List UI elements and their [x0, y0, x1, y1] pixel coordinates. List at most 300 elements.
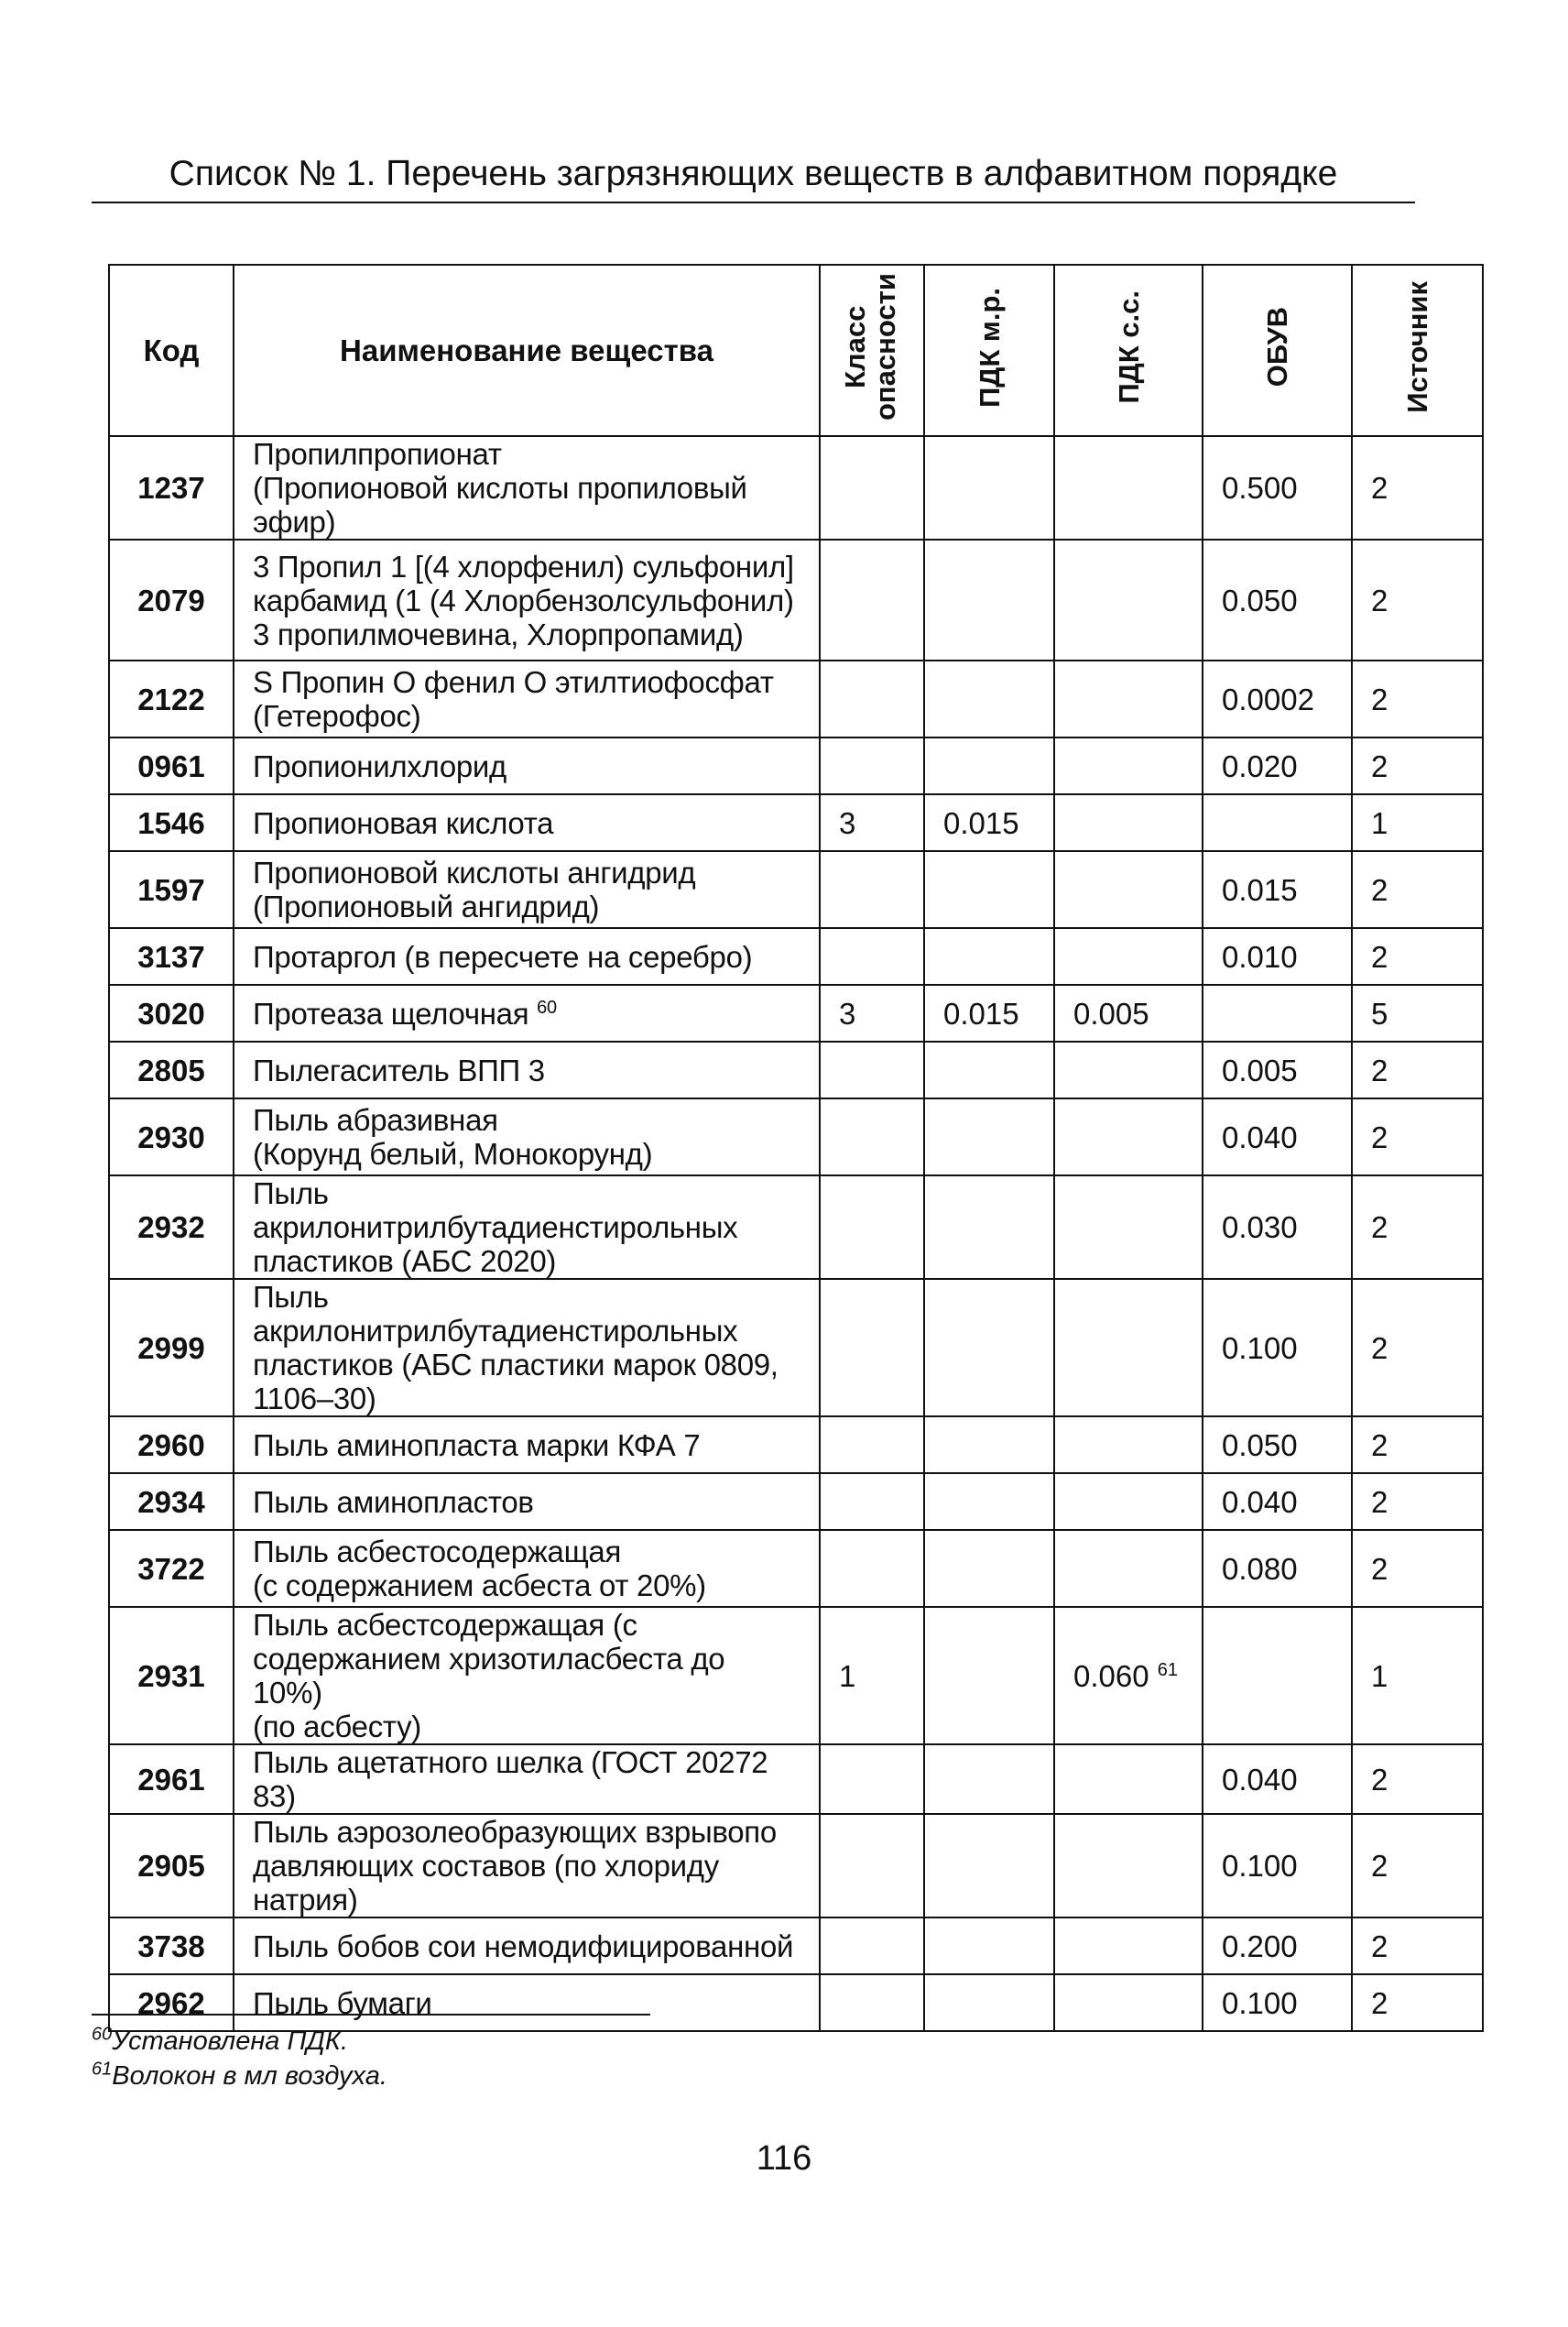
row-pdk-ss	[1054, 1175, 1203, 1279]
row-pdk-ss	[1054, 1042, 1203, 1098]
row-obuv-value: 0.040	[1222, 1484, 1298, 1519]
row-name-line	[253, 471, 800, 539]
row-name-line	[253, 1745, 800, 1813]
row-name-line	[253, 1815, 800, 1849]
row-hazard-class	[820, 1473, 924, 1530]
row-hazard-class	[820, 436, 924, 540]
row-hazard-class	[820, 1744, 924, 1814]
footnote-mark: 60	[92, 2024, 113, 2045]
row-hazard-class	[820, 1530, 924, 1607]
row-name	[234, 737, 820, 794]
row-pdk-mr	[924, 436, 1054, 540]
column-header-obuv	[1203, 265, 1352, 436]
row-source	[1352, 436, 1483, 540]
row-code-value: 2934	[137, 1484, 205, 1519]
row-name-line	[253, 1608, 800, 1642]
row-name-text: Пропионовой кислоты ангидрид	[253, 856, 696, 890]
row-pdk-mr	[924, 1607, 1054, 1744]
row-hazard-class	[820, 1098, 924, 1175]
row-name-text: 3 пропилмочевина, Хлорпропамид)	[253, 617, 744, 651]
row-source-value: 2	[1371, 1551, 1388, 1586]
row-source-value: 1	[1371, 1658, 1388, 1693]
row-pdk-ss	[1054, 928, 1203, 985]
row-name-text: Пыль асбестсодержащая (с	[253, 1608, 637, 1642]
row-code-value: 2932	[137, 1210, 205, 1244]
row-name-line	[253, 437, 800, 471]
row-name-text: карбамид (1 (4 Хлорбензолсульфонил)	[253, 583, 794, 617]
row-source	[1352, 1607, 1483, 1744]
row-code-value: 3722	[137, 1551, 205, 1586]
row-name-line	[253, 806, 800, 840]
row-name-line	[253, 1929, 800, 1963]
row-source-value: 2	[1371, 1484, 1388, 1519]
row-pdk-ss	[1054, 1098, 1203, 1175]
footnote-ref: 60	[537, 997, 557, 1018]
column-header-pdk-ss	[1054, 265, 1203, 436]
table-row	[109, 928, 1483, 985]
row-source	[1352, 1279, 1483, 1416]
row-name-text: Пыль аэрозолеобразующих взрывопо	[253, 1815, 777, 1849]
row-obuv-value: 0.015	[1222, 872, 1298, 907]
table-row	[109, 985, 1483, 1042]
row-pdk-ss	[1054, 985, 1203, 1042]
row-name	[234, 1416, 820, 1473]
row-name-line	[253, 1428, 800, 1462]
row-code	[109, 1917, 234, 1974]
row-obuv	[1203, 1530, 1352, 1607]
row-pdk-mr-value: 0.015	[943, 996, 1019, 1031]
row-name-text: давляющих составов (по хлориду натрия)	[253, 1849, 719, 1917]
row-code	[109, 1974, 234, 2031]
row-obuv-value: 0.100	[1222, 1330, 1298, 1365]
row-obuv	[1203, 794, 1352, 851]
row-hazard-class	[820, 851, 924, 928]
row-code-value: 2905	[137, 1849, 205, 1883]
row-code-value: 1237	[137, 471, 205, 505]
row-source	[1352, 1042, 1483, 1098]
row-source-value: 2	[1371, 471, 1388, 505]
row-name-text: Пропионилхлорид	[253, 748, 507, 783]
row-name-text: (Корунд белый, Монокорунд)	[253, 1137, 653, 1171]
row-name	[234, 1814, 820, 1917]
row-source	[1352, 661, 1483, 737]
row-pdk-mr	[924, 1279, 1054, 1416]
row-source	[1352, 1416, 1483, 1473]
row-name	[234, 985, 820, 1042]
row-name-line	[253, 1103, 800, 1137]
row-pdk-ss	[1054, 1416, 1203, 1473]
row-code-value: 2931	[137, 1658, 205, 1693]
row-obuv	[1203, 436, 1352, 540]
row-obuv-value: 0.030	[1222, 1210, 1298, 1244]
table-row	[109, 851, 1483, 928]
page-header: Список № 1. Перечень загрязняющих веществ в алфавитном порядке	[169, 154, 1338, 193]
row-hazard-class	[820, 1974, 924, 2031]
row-name-text: Пропионовая кислота	[253, 805, 554, 840]
row-obuv	[1203, 1607, 1352, 1744]
row-code-value: 2999	[137, 1330, 205, 1365]
column-header-hazard-class	[820, 265, 924, 436]
row-code	[109, 794, 234, 851]
row-obuv-value: 0.0002	[1222, 682, 1314, 716]
row-pdk-ss	[1054, 1607, 1203, 1744]
row-pdk-ss	[1054, 1814, 1203, 1917]
row-obuv	[1203, 1473, 1352, 1530]
row-name-text: пластиков (АБС пластики марок 0809,	[253, 1348, 779, 1382]
column-header-name: Наименование вещества	[234, 265, 820, 436]
row-pdk-ss	[1054, 1917, 1203, 1974]
row-obuv	[1203, 1175, 1352, 1279]
row-name	[234, 540, 820, 661]
table-row	[109, 737, 1483, 794]
footnote-ref: 61	[1157, 1659, 1179, 1680]
row-name-text: Пропилпропионат	[253, 437, 502, 471]
row-obuv	[1203, 1744, 1352, 1814]
table-row	[109, 1814, 1483, 1917]
row-pdk-mr	[924, 1974, 1054, 2031]
row-code-value: 3137	[137, 939, 205, 974]
row-pdk-mr	[924, 1814, 1054, 1917]
row-name	[234, 1530, 820, 1607]
row-pdk-ss-value: 0.060	[1073, 1658, 1149, 1693]
row-pdk-mr	[924, 1175, 1054, 1279]
column-header-code: Код	[109, 265, 234, 436]
row-name-text: (с содержанием асбеста от 20%)	[253, 1568, 706, 1602]
row-name	[234, 1607, 820, 1744]
row-name-text: (по асбесту)	[253, 1710, 421, 1743]
row-obuv-value: 0.500	[1222, 471, 1298, 505]
row-name-text: Пыль акрилонитрилбутадиенстирольных	[253, 1280, 738, 1348]
table-row	[109, 794, 1483, 851]
row-obuv-value: 0.080	[1222, 1551, 1298, 1586]
row-code-value: 2960	[137, 1427, 205, 1462]
row-name-line	[253, 584, 800, 617]
row-pdk-ss	[1054, 737, 1203, 794]
row-code-value: 1546	[137, 805, 205, 840]
row-obuv	[1203, 1814, 1352, 1917]
row-code	[109, 1530, 234, 1607]
row-name-line	[253, 1382, 800, 1415]
table-row	[109, 1175, 1483, 1279]
row-pdk-ss	[1054, 661, 1203, 737]
row-obuv-value: 0.040	[1222, 1762, 1298, 1797]
row-obuv	[1203, 928, 1352, 985]
row-name-line	[253, 550, 800, 584]
row-source	[1352, 1473, 1483, 1530]
table-row	[109, 1530, 1483, 1607]
row-source	[1352, 1744, 1483, 1814]
row-pdk-mr	[924, 1042, 1054, 1098]
row-hazard-class	[820, 737, 924, 794]
row-code	[109, 1042, 234, 1098]
row-name-text: Пыль акрилонитрилбутадиенстирольных	[253, 1176, 738, 1244]
row-name	[234, 1974, 820, 2031]
table-row	[109, 661, 1483, 737]
row-hazard-class	[820, 794, 924, 851]
row-name-text: Протеаза щелочная	[253, 996, 529, 1031]
row-name-text: Пыль бумаги	[253, 1985, 432, 2020]
row-pdk-ss	[1054, 436, 1203, 540]
table-row	[109, 1416, 1483, 1473]
row-hazard-class-value: 1	[839, 1658, 856, 1693]
row-name	[234, 1744, 820, 1814]
row-source-value: 5	[1371, 996, 1388, 1031]
row-source	[1352, 985, 1483, 1042]
row-name-text: Пыль асбестосодержащая	[253, 1535, 622, 1568]
row-name-line	[253, 1710, 800, 1743]
row-obuv	[1203, 851, 1352, 928]
footnote-60	[92, 2024, 349, 2057]
row-obuv	[1203, 985, 1352, 1042]
row-source-value: 2	[1371, 1053, 1388, 1087]
row-code-value: 3738	[137, 1928, 205, 1963]
row-code-value: 2805	[137, 1053, 205, 1087]
row-code	[109, 661, 234, 737]
row-obuv-value: 0.020	[1222, 748, 1298, 783]
row-name-line	[253, 1176, 800, 1244]
row-name-text: 3 Пропил 1 [(4 хлорфенил) сульфонил]	[253, 549, 794, 584]
row-hazard-class	[820, 1917, 924, 1974]
row-hazard-class	[820, 928, 924, 985]
row-name-text: (Пропионовый ангидрид)	[253, 890, 600, 923]
row-source-value: 2	[1371, 583, 1388, 617]
row-code	[109, 540, 234, 661]
table-row	[109, 436, 1483, 540]
column-header-pdk-mr	[924, 265, 1054, 436]
row-name-text: Пылегаситель ВПП 3	[253, 1053, 545, 1087]
row-pdk-ss	[1054, 794, 1203, 851]
row-pdk-ss	[1054, 1744, 1203, 1814]
row-obuv-value: 0.050	[1222, 1427, 1298, 1462]
row-code	[109, 985, 234, 1042]
row-obuv-value: 0.005	[1222, 1053, 1298, 1087]
row-name-line	[253, 890, 800, 923]
footnote-text: Установлена ПДК.	[112, 2027, 349, 2056]
row-pdk-ss-value: 0.005	[1073, 996, 1149, 1031]
row-pdk-ss	[1054, 1530, 1203, 1607]
row-hazard-class	[820, 1042, 924, 1098]
row-pdk-mr	[924, 985, 1054, 1042]
row-name-line	[253, 1642, 800, 1710]
row-source	[1352, 1175, 1483, 1279]
row-name-text: Пыль аминопластов	[253, 1484, 534, 1519]
row-source-value: 2	[1371, 748, 1388, 783]
row-code-value: 2930	[137, 1120, 205, 1154]
row-name-line	[253, 749, 800, 783]
row-source-value: 2	[1371, 1849, 1388, 1883]
row-code	[109, 1098, 234, 1175]
row-source	[1352, 1814, 1483, 1917]
row-source	[1352, 737, 1483, 794]
row-source	[1352, 794, 1483, 851]
row-name-text: (Гетерофос)	[253, 699, 421, 733]
table-row	[109, 1974, 1483, 2031]
row-obuv	[1203, 1416, 1352, 1473]
row-obuv	[1203, 1098, 1352, 1175]
row-name-line	[253, 1137, 800, 1171]
row-hazard-class	[820, 1607, 924, 1744]
row-name-text: Пыль аминопласта марки КФА 7	[253, 1427, 701, 1462]
row-obuv-value: 0.100	[1222, 1985, 1298, 2020]
row-code-value: 2961	[137, 1762, 205, 1797]
row-name-line	[253, 1244, 800, 1278]
row-source	[1352, 540, 1483, 661]
row-pdk-mr	[924, 1530, 1054, 1607]
row-code-value: 0961	[137, 748, 205, 783]
table-header-row	[109, 265, 1483, 436]
row-obuv	[1203, 737, 1352, 794]
table-row	[109, 1042, 1483, 1098]
column-header-pdk-ss-label: ПДК с.с.	[1112, 290, 1145, 404]
column-header-pdk-mr-label: ПДК м.р.	[973, 287, 1006, 408]
row-hazard-class	[820, 661, 924, 737]
row-obuv	[1203, 1917, 1352, 1974]
substances-table	[108, 264, 1484, 2032]
row-source	[1352, 928, 1483, 985]
row-pdk-mr	[924, 661, 1054, 737]
row-pdk-mr	[924, 928, 1054, 985]
footnote-text: Волокон в мл воздуха.	[112, 2061, 387, 2091]
page-number: 116	[756, 2139, 812, 2178]
row-pdk-ss	[1054, 1974, 1203, 2031]
row-pdk-ss	[1054, 1473, 1203, 1530]
row-pdk-mr	[924, 540, 1054, 661]
row-obuv	[1203, 1042, 1352, 1098]
row-source	[1352, 1098, 1483, 1175]
row-source-value: 2	[1371, 1985, 1388, 2020]
row-pdk-mr-value: 0.015	[943, 805, 1019, 840]
row-name-line	[253, 997, 800, 1031]
row-name-text: пластиков (АБС 2020)	[253, 1244, 557, 1278]
row-name	[234, 661, 820, 737]
row-name-text: (Пропионовой кислоты пропиловый эфир)	[253, 471, 747, 539]
row-name	[234, 928, 820, 985]
table-row	[109, 1473, 1483, 1530]
row-code-value: 2122	[137, 682, 205, 716]
row-source-value: 2	[1371, 1762, 1388, 1797]
row-obuv-value: 0.010	[1222, 939, 1298, 974]
row-name-line	[253, 1535, 800, 1568]
row-hazard-class-value: 3	[839, 805, 856, 840]
row-source-value: 2	[1371, 1210, 1388, 1244]
row-name-text: Пыль абразивная	[253, 1103, 498, 1137]
row-hazard-class	[820, 1814, 924, 1917]
row-code	[109, 1416, 234, 1473]
row-code-value: 1597	[137, 872, 205, 907]
row-code	[109, 1814, 234, 1917]
row-obuv	[1203, 661, 1352, 737]
row-source	[1352, 1917, 1483, 1974]
row-source-value: 2	[1371, 1427, 1388, 1462]
row-source-value: 2	[1371, 939, 1388, 974]
row-name	[234, 794, 820, 851]
table-row	[109, 1917, 1483, 1974]
row-source-value: 2	[1371, 1330, 1388, 1365]
row-name-text: содержанием хризотиласбеста до 10%)	[253, 1642, 725, 1710]
row-source-value: 2	[1371, 682, 1388, 716]
row-name	[234, 436, 820, 540]
row-obuv	[1203, 1974, 1352, 2031]
row-name	[234, 1175, 820, 1279]
row-name	[234, 1917, 820, 1974]
row-pdk-ss	[1054, 540, 1203, 661]
row-name-line	[253, 699, 800, 733]
row-name-text: Протаргол (в пересчете на серебро)	[253, 939, 753, 974]
row-pdk-mr	[924, 794, 1054, 851]
row-source-value: 2	[1371, 1120, 1388, 1154]
row-name-text: Пыль бобов сои немодифицированной	[253, 1928, 794, 1963]
row-name-line	[253, 940, 800, 974]
row-pdk-mr	[924, 737, 1054, 794]
footnote-61	[92, 2061, 387, 2092]
column-header-source-label: Источник	[1401, 281, 1433, 413]
row-name-line	[253, 1568, 800, 1602]
row-name-text: 1106–30)	[253, 1382, 376, 1415]
row-code	[109, 928, 234, 985]
row-pdk-mr	[924, 1098, 1054, 1175]
row-name-line	[253, 856, 800, 890]
row-name-line	[253, 1054, 800, 1087]
row-code	[109, 1744, 234, 1814]
row-name	[234, 1473, 820, 1530]
row-hazard-class	[820, 540, 924, 661]
row-hazard-class	[820, 1279, 924, 1416]
row-pdk-mr	[924, 1473, 1054, 1530]
row-code	[109, 851, 234, 928]
row-source	[1352, 1974, 1483, 2031]
table-row	[109, 1098, 1483, 1175]
row-code	[109, 1607, 234, 1744]
table-body	[109, 436, 1483, 2031]
row-obuv	[1203, 540, 1352, 661]
column-header-source	[1352, 265, 1483, 436]
row-source-value: 2	[1371, 1928, 1388, 1963]
row-code	[109, 436, 234, 540]
row-obuv-value: 0.050	[1222, 583, 1298, 617]
row-source	[1352, 1530, 1483, 1607]
footnote-mark: 61	[92, 2059, 113, 2080]
row-code	[109, 1279, 234, 1416]
row-name-line	[253, 1348, 800, 1382]
row-name-line	[253, 1280, 800, 1348]
row-pdk-mr	[924, 1744, 1054, 1814]
row-pdk-mr	[924, 1917, 1054, 1974]
row-name-line	[253, 1485, 800, 1519]
row-pdk-mr	[924, 1416, 1054, 1473]
column-header-obuv-label: ОБУВ	[1261, 307, 1293, 388]
row-name	[234, 1279, 820, 1416]
table-row	[109, 540, 1483, 661]
column-header-hazard-class-label: Класс опасности	[839, 273, 901, 421]
row-pdk-ss	[1054, 1279, 1203, 1416]
row-source	[1352, 851, 1483, 928]
row-name-text: Пыль ацетатного шелка (ГОСТ 20272 83)	[253, 1745, 768, 1813]
table-row	[109, 1607, 1483, 1744]
row-pdk-mr	[924, 851, 1054, 928]
row-code-value: 3020	[137, 996, 205, 1031]
row-code	[109, 1473, 234, 1530]
row-obuv-value: 0.200	[1222, 1928, 1298, 1963]
row-hazard-class	[820, 985, 924, 1042]
row-name	[234, 851, 820, 928]
footnote-rule	[92, 2014, 650, 2016]
row-name	[234, 1098, 820, 1175]
row-name-line	[253, 617, 800, 651]
row-obuv-value: 0.100	[1222, 1849, 1298, 1883]
substances-table-wrap	[108, 264, 1482, 2032]
header-rule	[92, 202, 1415, 203]
row-hazard-class-value: 3	[839, 996, 856, 1031]
